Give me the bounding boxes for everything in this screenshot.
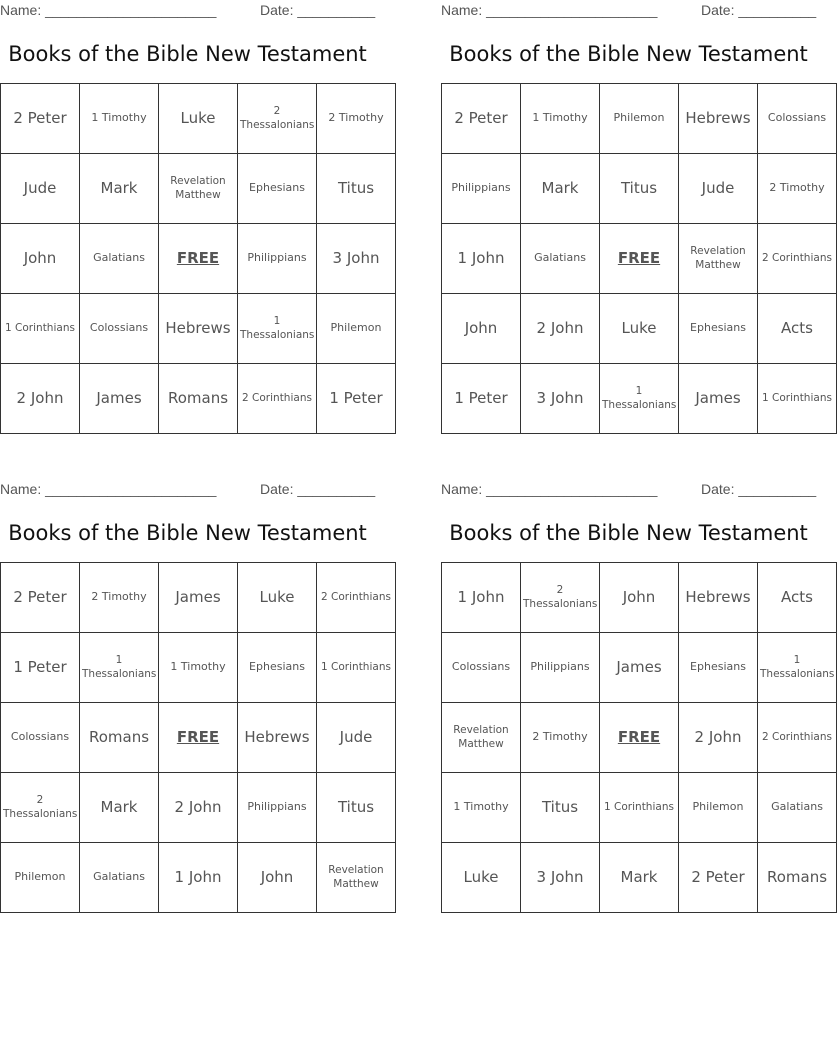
card-header	[0, 479, 375, 501]
bingo-cell: Mark	[600, 843, 679, 913]
bingo-cell: Colossians	[1, 703, 80, 773]
grid-row	[442, 84, 837, 154]
bingo-cell: Jude	[1, 154, 80, 224]
grid-row	[442, 294, 837, 364]
bingo-cell: James	[600, 633, 679, 703]
bingo-cell: 1 Corinthians	[758, 364, 837, 434]
bingo-cell: 3 John	[521, 364, 600, 434]
bingo-cell: Mark	[521, 154, 600, 224]
bingo-cell: Revelation Matthew	[442, 703, 521, 773]
bingo-cell: 1 Thessalonians	[80, 633, 159, 703]
bingo-cell: Titus	[317, 773, 396, 843]
bingo-cell: 1 Thessalonians	[758, 633, 837, 703]
bingo-cell: James	[159, 563, 238, 633]
bingo-card	[441, 479, 835, 886]
bingo-cell: Colossians	[80, 294, 159, 364]
bingo-cell: Philemon	[317, 294, 396, 364]
bingo-card	[441, 0, 832, 411]
grid-row	[442, 703, 837, 773]
bingo-cell: Acts	[758, 563, 837, 633]
grid-row	[442, 843, 837, 913]
bingo-cell: Titus	[521, 773, 600, 843]
bingo-card	[0, 0, 384, 407]
bingo-cell: 2 John	[521, 294, 600, 364]
card-header	[441, 0, 816, 22]
bingo-grid	[441, 562, 837, 913]
grid-row	[442, 563, 837, 633]
free-space: FREE	[600, 703, 679, 773]
bingo-cell: John	[442, 294, 521, 364]
bingo-cell: 1 Peter	[317, 364, 396, 434]
card-title: Books of the Bible New Testament	[449, 521, 808, 545]
grid-row	[1, 294, 396, 364]
bingo-cell: 3 John	[317, 224, 396, 294]
bingo-cell: Ephesians	[238, 154, 317, 224]
bingo-cell: 1 Timothy	[521, 84, 600, 154]
bingo-cell: Hebrews	[238, 703, 317, 773]
free-space: FREE	[600, 224, 679, 294]
bingo-cell: Ephesians	[238, 633, 317, 703]
date-field: Date: __________	[701, 481, 817, 497]
date-field: Date: __________	[701, 2, 817, 18]
date-field: Date: __________	[260, 2, 376, 18]
bingo-cell: Ephesians	[679, 294, 758, 364]
name-field: Name: ______________________	[0, 481, 217, 497]
bingo-cell: 2 Corinthians	[238, 364, 317, 434]
bingo-cell: Philippians	[238, 773, 317, 843]
bingo-cell: 2 Timothy	[521, 703, 600, 773]
bingo-cell: 1 Corinthians	[317, 633, 396, 703]
bingo-cell: Philemon	[1, 843, 80, 913]
bingo-card	[0, 479, 391, 890]
bingo-cell: Luke	[600, 294, 679, 364]
bingo-cell: 1 Thessalonians	[600, 364, 679, 434]
bingo-cell: 2 Thessalonians	[1, 773, 80, 843]
bingo-cell: Jude	[317, 703, 396, 773]
bingo-cell: Jude	[679, 154, 758, 224]
bingo-cell: Luke	[159, 84, 238, 154]
bingo-cell: James	[80, 364, 159, 434]
bingo-cell: 1 John	[442, 563, 521, 633]
bingo-cell: 2 Thessalonians	[238, 84, 317, 154]
bingo-cell: Romans	[80, 703, 159, 773]
grid-row	[442, 773, 837, 843]
bingo-cell: Galatians	[80, 224, 159, 294]
free-space: FREE	[159, 703, 238, 773]
bingo-cell: 1 Corinthians	[600, 773, 679, 843]
name-field: Name: ______________________	[441, 2, 658, 18]
grid-row	[1, 84, 396, 154]
card-title: Books of the Bible New Testament	[8, 42, 367, 66]
card-header	[441, 479, 816, 501]
grid-row	[1, 773, 396, 843]
bingo-cell: Hebrews	[159, 294, 238, 364]
bingo-cell: 1 Timothy	[80, 84, 159, 154]
bingo-cell: James	[679, 364, 758, 434]
bingo-cell: Galatians	[758, 773, 837, 843]
bingo-cell: 1 Timothy	[442, 773, 521, 843]
bingo-cell: John	[1, 224, 80, 294]
bingo-cell: Luke	[238, 563, 317, 633]
bingo-cell: 1 John	[159, 843, 238, 913]
bingo-cell: Revelation Matthew	[159, 154, 238, 224]
grid-row	[442, 633, 837, 703]
bingo-cell: 1 Timothy	[159, 633, 238, 703]
bingo-cell: 1 Peter	[442, 364, 521, 434]
grid-row	[442, 224, 837, 294]
bingo-cell: Galatians	[521, 224, 600, 294]
grid-row	[1, 633, 396, 703]
bingo-cell: Mark	[80, 773, 159, 843]
bingo-cell: 2 Timothy	[758, 154, 837, 224]
card-title: Books of the Bible New Testament	[8, 521, 367, 545]
bingo-cell: 1 Thessalonians	[238, 294, 317, 364]
bingo-cell: 1 Peter	[1, 633, 80, 703]
grid-row	[442, 364, 837, 434]
bingo-cell: Titus	[600, 154, 679, 224]
grid-row	[1, 703, 396, 773]
grid-row	[1, 154, 396, 224]
bingo-cell: Mark	[80, 154, 159, 224]
grid-row	[1, 224, 396, 294]
bingo-cell: 2 Corinthians	[758, 224, 837, 294]
bingo-grid	[441, 83, 837, 434]
bingo-cell: 2 John	[159, 773, 238, 843]
date-field: Date: __________	[260, 481, 376, 497]
bingo-cell: 2 John	[679, 703, 758, 773]
bingo-grid	[0, 83, 396, 434]
bingo-cell: 2 Timothy	[80, 563, 159, 633]
bingo-cell: Romans	[758, 843, 837, 913]
bingo-cell: Philemon	[600, 84, 679, 154]
bingo-cell: Revelation Matthew	[317, 843, 396, 913]
bingo-cell: 1 Corinthians	[1, 294, 80, 364]
bingo-cell: Colossians	[442, 633, 521, 703]
bingo-cell: 2 Corinthians	[317, 563, 396, 633]
bingo-cell: Romans	[159, 364, 238, 434]
grid-row	[1, 843, 396, 913]
bingo-cell: Philippians	[521, 633, 600, 703]
bingo-cell: Ephesians	[679, 633, 758, 703]
grid-row	[1, 364, 396, 434]
grid-row	[442, 154, 837, 224]
bingo-grid	[0, 562, 396, 913]
name-field: Name: ______________________	[0, 2, 217, 18]
bingo-cell: John	[238, 843, 317, 913]
bingo-cell: 2 Peter	[1, 84, 80, 154]
bingo-cell: Philippians	[238, 224, 317, 294]
bingo-cell: 2 John	[1, 364, 80, 434]
grid-row	[1, 563, 396, 633]
bingo-cell: Titus	[317, 154, 396, 224]
bingo-cell: Colossians	[758, 84, 837, 154]
bingo-cell: Revelation Matthew	[679, 224, 758, 294]
bingo-cell: 2 Timothy	[317, 84, 396, 154]
card-header	[0, 0, 375, 22]
name-field: Name: ______________________	[441, 481, 658, 497]
free-space: FREE	[159, 224, 238, 294]
bingo-cell: John	[600, 563, 679, 633]
bingo-cell: 2 Peter	[679, 843, 758, 913]
bingo-cell: 2 Thessalonians	[521, 563, 600, 633]
bingo-cell: Luke	[442, 843, 521, 913]
bingo-cell: Hebrews	[679, 563, 758, 633]
bingo-cell: 1 John	[442, 224, 521, 294]
bingo-cell: Philippians	[442, 154, 521, 224]
card-title: Books of the Bible New Testament	[449, 42, 808, 66]
bingo-cell: Acts	[758, 294, 837, 364]
bingo-cell: Galatians	[80, 843, 159, 913]
bingo-cell: 2 Corinthians	[758, 703, 837, 773]
bingo-cell: Hebrews	[679, 84, 758, 154]
bingo-cell: 3 John	[521, 843, 600, 913]
bingo-cell: 2 Peter	[1, 563, 80, 633]
bingo-cell: 2 Peter	[442, 84, 521, 154]
bingo-cell: Philemon	[679, 773, 758, 843]
